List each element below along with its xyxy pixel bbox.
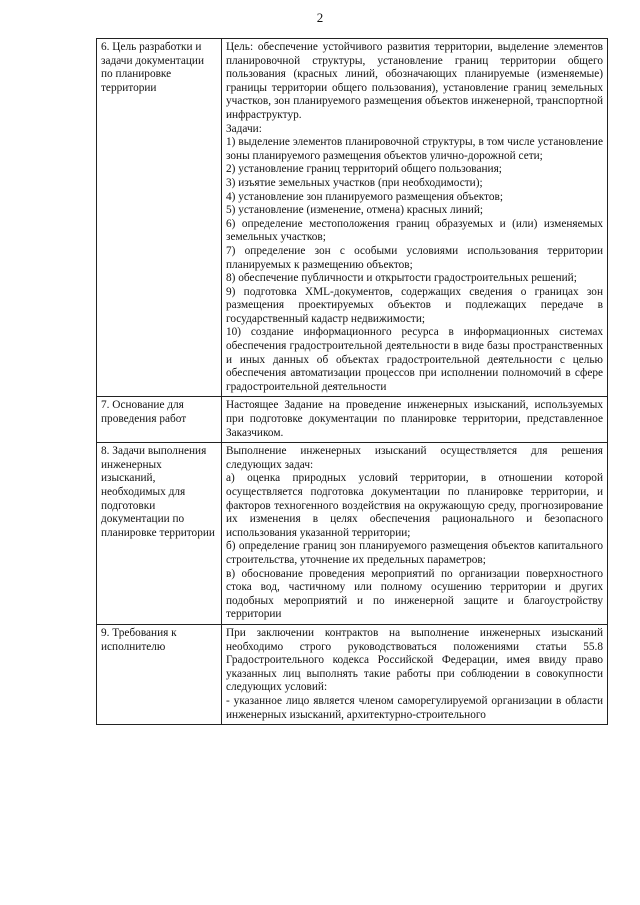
table-row <box>97 624 608 724</box>
paragraph: 10) создание информационного ресурса в информационных системах обеспечения градостроительной деятельности в виде базы пространственных и иных данных об объектах градостроительной деятельности с целью обеспечения автоматизации процессов при исполнении полномочий в сфере градостроительной деятельности <box>226 326 603 393</box>
requirements-table <box>96 38 608 725</box>
paragraph: 5) установление (изменение, отмена) красных линий; <box>226 204 484 217</box>
paragraph: Настоящее Задание на проведение инженерных изысканий, используемых при подготовке документации по планировке территории, представленное Заказчиком. <box>226 399 603 439</box>
row-label: 6. Цель разработки и задачи документации по планировке территории <box>97 39 222 397</box>
row-label: 9. Требования к исполнителю <box>97 624 222 724</box>
paragraph: 6) определение местоположения границ образуемых и (или) изменяемых земельных участков; <box>226 217 603 244</box>
paragraph: Задачи: <box>226 122 262 135</box>
row-content <box>222 397 608 443</box>
table-row <box>97 39 608 397</box>
paragraph: а) оценка природных условий территории, в отношении которой осуществляется подготовка документации по планировке территории, и факторов техногенного воздействия на окружающую среду, прогнозирование их изменения в целях обеспечения рационального и безопасного использования указанной территории; <box>226 472 603 539</box>
paragraph: 4) установление зон планируемого размещения объектов; <box>226 190 503 203</box>
paragraph: - указанное лицо является членом саморегулируемой организации в области инженерных изысканий, архитектурно-строительного <box>226 694 603 721</box>
page-number: 2 <box>316 10 324 25</box>
paragraph: Цель: обеспечение устойчивого развития территории, выделение элементов планировочной структуры, установление границ территории общего пользования (красных линий, обозначающих планируемые (изменяемые) границы территории общего пользования), установление границ земельных участков, зон планируемого размещения объектов инженерной, транспортной инфраструктур. <box>226 41 603 121</box>
paragraph: 9) подготовка XML-документов, содержащих сведения о границах зон размещения проектируемых объектов и подлежащих передаче в государственный кадастр недвижимости; <box>226 285 603 325</box>
paragraph: При заключении контрактов на выполнение инженерных изысканий необходимо строго руководствоваться положениями статьи 55.8 Градостроительного кодекса Российской Федерации, имея ввиду право указанных лиц выполнять такие работы при соблюдении в совокупности следующих условий: <box>226 626 603 694</box>
paragraph: Выполнение инженерных изысканий осуществляется для решения следующих задач: <box>226 445 603 471</box>
table-row <box>97 397 608 443</box>
row-label: 8. Задачи выполнения инженерных изысканий, необходимых для подготовки документации по планировке территории <box>97 443 222 625</box>
paragraph: 7) определение зон с особыми условиями использования территории планируемых к размещению объектов; <box>226 244 603 271</box>
row-content <box>222 624 608 724</box>
paragraph: 2) установление границ территорий общего пользования; <box>226 163 502 176</box>
paragraph: 3) изъятие земельных участков (при необходимости); <box>226 176 483 189</box>
paragraph: в) обоснование проведения мероприятий по организации поверхностного стока вод, частичному или полному осушению территории и других подобных мероприятий и по инженерной защите и благоустройству территории <box>226 567 603 621</box>
row-content <box>222 39 608 397</box>
paragraph: 1) выделение элементов планировочной структуры, в том числе установление зоны планируемого размещения объектов улично-дорожной сети; <box>226 136 603 162</box>
row-content <box>222 443 608 625</box>
paragraph: б) определение границ зон планируемого размещения объектов капитального строительства, уточнение их предельных параметров; <box>226 540 603 566</box>
row-label: 7. Основание для проведения работ <box>97 397 222 443</box>
paragraph: 8) обеспечение публичности и открытости градостроительных решений; <box>226 272 577 285</box>
table-row <box>97 443 608 625</box>
